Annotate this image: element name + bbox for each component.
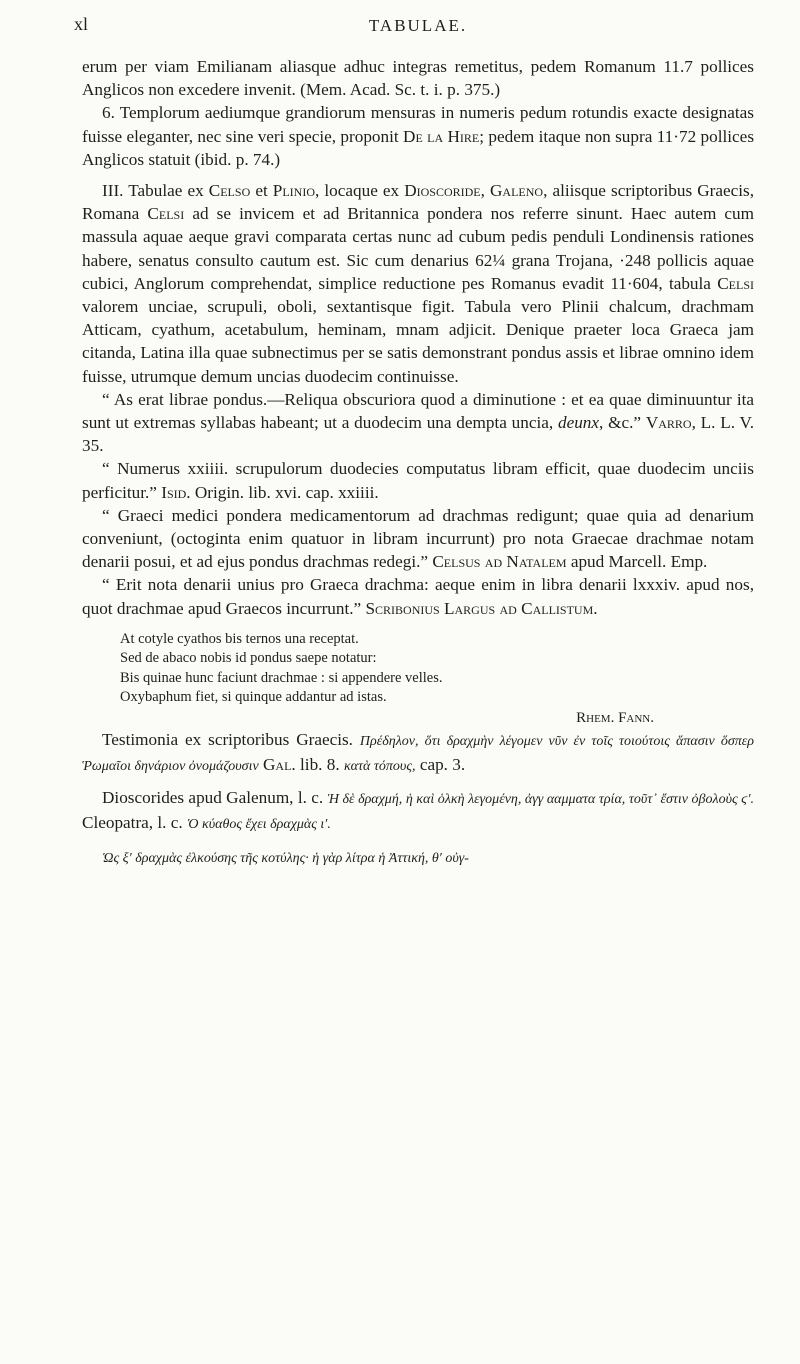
author-galeno: Galeno: [490, 181, 544, 201]
author-celso: Celso: [208, 181, 251, 201]
testimonia-ref: lib. 8.: [300, 755, 340, 775]
quote-isidore-source: Isid.: [161, 482, 191, 502]
author-plinio: Plinio: [272, 181, 316, 201]
p2-text-b: ; pedem itaque non supra 11·72 pollices Anglicos statuit (ibid. p. 74.): [82, 126, 755, 169]
paragraph-3: [82, 179, 754, 388]
quote-varro: [82, 388, 754, 458]
testimonia-source: Gal.: [263, 755, 296, 775]
quote-isidore-ref: Origin. lib. xvi. cap. xxiiii.: [194, 482, 379, 502]
paragraph-2: [82, 101, 754, 171]
verse-line: Sed de abaco nobis id pondus saepe notatur:: [120, 650, 377, 667]
author-de-la-hire: De la Hire: [403, 126, 480, 146]
page-header: [74, 14, 754, 38]
testimonia-cap: cap. 3.: [419, 755, 466, 775]
testimonia-greek-b: κατὰ τόπους,: [343, 759, 416, 775]
author-celsi-2: Celsi: [717, 273, 754, 293]
p3-text-d: ,: [480, 181, 485, 201]
p3-text-g: valorem unciae, scrupuli, oboli, sextantisque figit. Tabula vero Plinii chalcum, drachmam Atticam, cyathum, acetabulum, heminam, mnam adjicit. Denique praeter loca Graeca jam citanda, Latina illa quae subnectimus per se satis demonstrant pondus assis et librae omnino idem fuisse, utrumque demum uncias duodecim continuisse.: [82, 297, 754, 386]
verse-attribution: Rhem. Fann.: [576, 709, 654, 726]
verse-line: Oxybaphum fiet, si quinque addantur ad istas.: [120, 689, 387, 706]
paragraph-1: [82, 55, 754, 101]
quote-varro-source: Varro, L. L. V. 35.: [82, 413, 755, 456]
last-line-greek: Ὡς ξ′ δραχμὰς ἐλκούσης τῆς κοτύλης· ἡ γὰρ λίτρα ἡ Ἀττική, θ′ οὐγ-: [102, 850, 469, 866]
quote-celsus-ref: apud Marcell. Emp.: [570, 552, 708, 572]
quote-scribonius-text: “ Erit nota denarii unius pro Graeca drachma: aeque enim in libra denarii lxxxiv. apud nos, quot drachmae apud Graecos incurrunt.”: [82, 575, 754, 618]
testimonia: [82, 728, 754, 778]
dioscorides-lead: Dioscorides apud Galenum, l. c.: [102, 788, 324, 808]
p3-text-a: III. Tabulae ex: [102, 181, 204, 201]
author-celsi: Celsi: [147, 204, 185, 224]
quote-celsus-source: Celsus ad Natalem: [432, 552, 567, 572]
quote-celsus: [82, 504, 754, 574]
dioscorides: [82, 786, 754, 836]
p3-text-c: , locaque ex: [315, 181, 400, 201]
author-dioscoride: Dioscoride: [404, 181, 481, 201]
p3-text-e: , aliisque scriptoribus Graecis, Romana: [82, 181, 755, 224]
quote-varro-text: “ As erat librae pondus.—Reliqua obscuriora quod a diminutione : et ea quae diminuuntur ita sunt ut extremas syllabas habeant; ut a duodecim una dempta uncia,: [82, 389, 754, 433]
verse-line: Bis quinae hunc faciunt drachmae : si appendere velles.: [120, 669, 443, 686]
quote-scribonius-source: Scribonius Largus ad Callistum.: [365, 598, 598, 618]
quote-varro-italic: deunx: [557, 413, 600, 433]
cleopatra-greek: Ὁ κύαθος ἔχει δραχμὰς ι′.: [187, 817, 331, 833]
quote-isidore-text: “ Numerus xxiiii. scrupulorum duodecies computatus libram efficit, quae duodecim unciis perficitur.”: [82, 459, 754, 502]
page-number: xl: [74, 14, 89, 34]
verse-block: [120, 630, 754, 708]
quote-isidore: [82, 457, 754, 503]
verse-line: At cotyle cyathos bis ternos una receptat.: [120, 630, 359, 647]
testimonia-lead: Testimonia ex scriptoribus Graecis.: [102, 729, 353, 749]
quote-celsus-text: “ Graeci medici pondera medicamentorum ad drachmas redigunt; quae quia ad denarium conveniunt, (octoginta enim quatuor in libram incurrunt) pro nota Graecae drachmae notam denarii posui, et ad ejus pondus drachmas redegi.”: [82, 505, 754, 572]
running-title: TABULAE.: [368, 16, 468, 35]
last-line: [82, 845, 754, 870]
cleopatra-ref: Cleopatra, l. c.: [82, 813, 183, 833]
dioscorides-greek: Ἡ δὲ δραχμή, ἡ καὶ ὁλκὴ λεγομένη, ἀγγ ααμματα τρία, τοῦτ᾽ ἔστιν ὀβολοὺς ϛ′.: [327, 792, 755, 808]
p3-text-b: et: [255, 181, 268, 201]
testimonia-greek: Πρέδηλον, ὅτι δραχμὴν λέγομεν νῦν ἐν τοῖς τοιούτοις ἅπασιν ὅσπερ Ῥωμαῖοι δηνάριον ὀνομάζουσιν: [82, 733, 754, 775]
quote-scribonius: [82, 573, 754, 619]
p3-text-f: ad se invicem et ad Britannica pondera nos referre sinunt. Haec autem cum massula aquae aeque gravi comparata certas nunc ad cubum pedis penduli Londinensis rationes habere, senatus consulto cautum est. Sic cum denarius 62¼ grana Trojana, ·248 pollicis aquae cubici, Anglorum comprehendat, simplice reductione pes Romanus evadit 11·604, tabula: [82, 204, 755, 293]
quote-varro-text-b: , &c.”: [599, 413, 642, 433]
p2-text-a: 6. Templorum aediumque grandiorum mensuras in numeris pedum rotundis exacte designatas fuisse eleganter, nec sine veri specie, proponit: [82, 103, 754, 146]
paragraph-1-text: erum per viam Emilianam aliasque adhuc integras remetitus, pedem Romanum 11.7 pollices Anglicos non excedere invenit. (Mem. Acad. Sc. t. i. p. 375.): [82, 57, 754, 100]
page-body: [82, 55, 754, 870]
